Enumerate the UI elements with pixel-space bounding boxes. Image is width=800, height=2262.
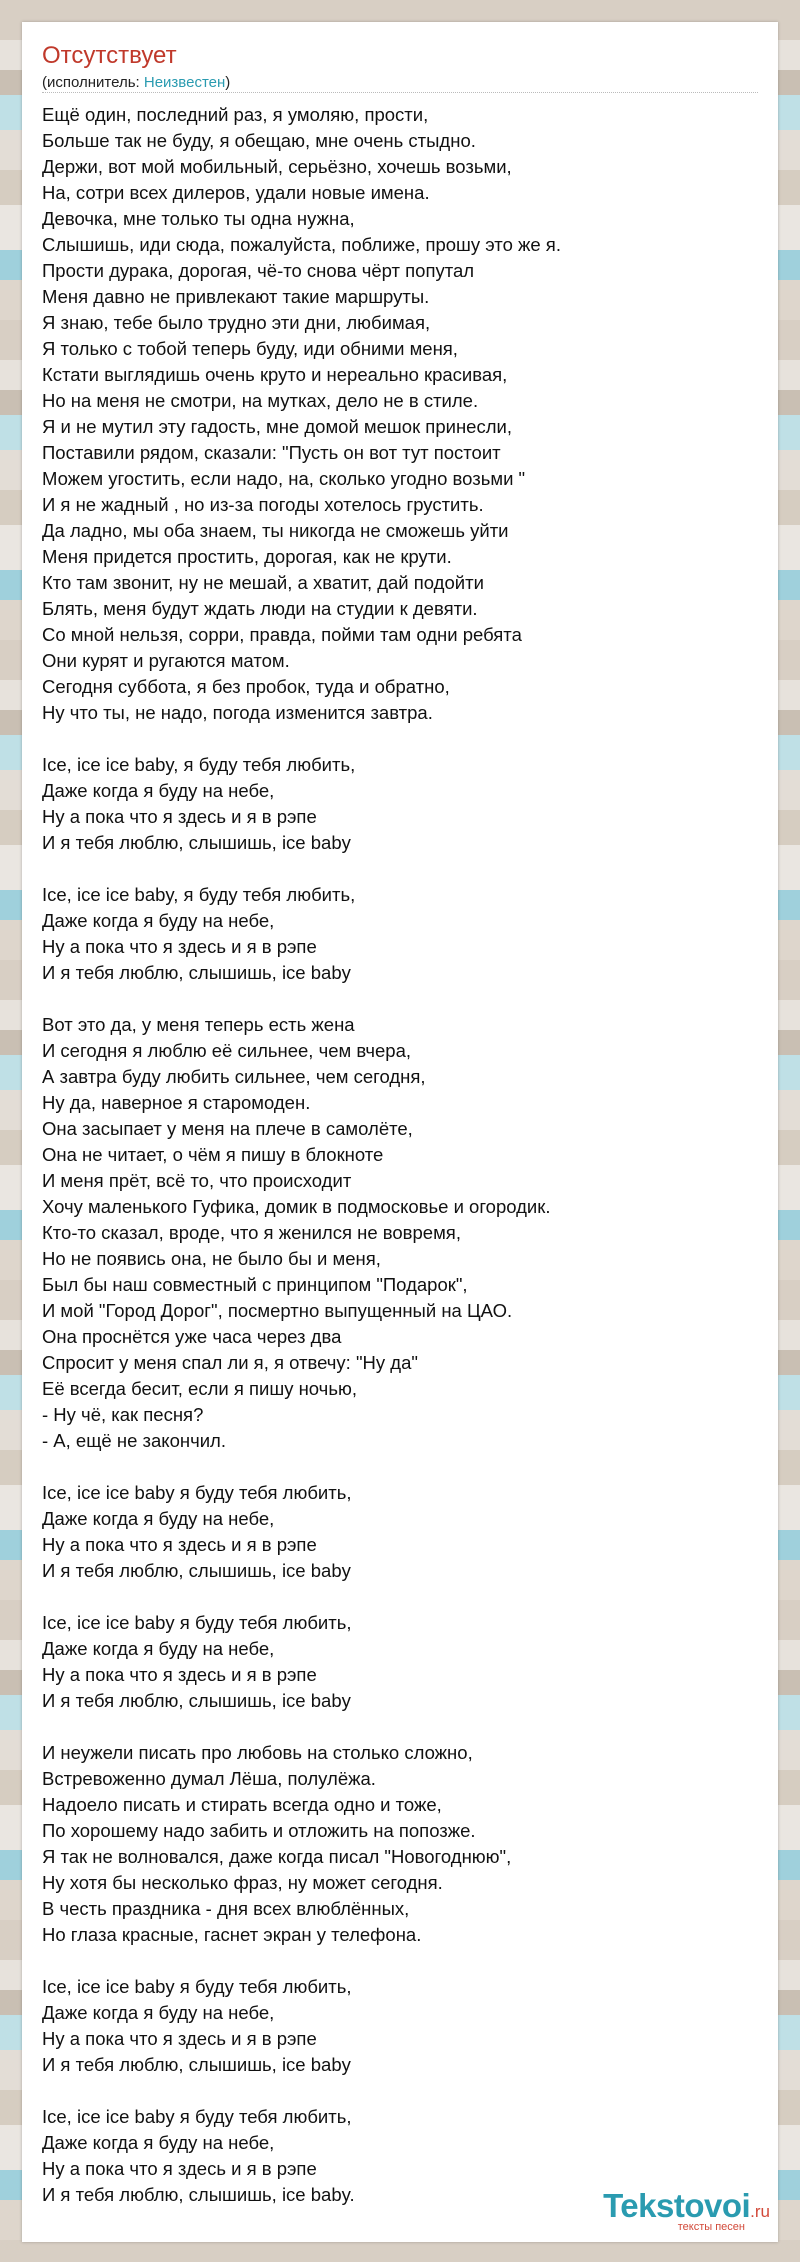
lyric-line: Да ладно, мы оба знаем, ты никогда не сможешь уйти (42, 520, 509, 541)
stanza (42, 1012, 758, 1454)
lyric-line: И неужели писать про любовь на столько сложно, (42, 1742, 473, 1763)
lyric-line: Можем угостить, если надо, на, сколько угодно возьми " (42, 468, 526, 489)
lyric-line: Блять, меня будут ждать люди на студии к девяти. (42, 598, 478, 619)
lyric-line: Ну что ты, не надо, погода изменится завтра. (42, 702, 433, 723)
lyric-line: Ну а пока что я здесь и я в рэпе (42, 1664, 317, 1685)
lyric-line: И я тебя люблю, слышишь, ice baby (42, 962, 351, 983)
lyric-line: Даже когда я буду на небе, (42, 2132, 275, 2153)
lyric-line: Она не читает, о чём я пишу в блокноте (42, 1144, 384, 1165)
lyric-line: Меня давно не привлекают такие маршруты. (42, 286, 430, 307)
lyric-line: И меня прёт, всё то, что происходит (42, 1170, 352, 1191)
lyric-line: И я тебя люблю, слышишь, ice baby (42, 832, 351, 853)
lyric-line: Ice, ice ice baby я буду тебя любить, (42, 1976, 352, 1997)
lyric-line: Она проснётся уже часа через два (42, 1326, 342, 1347)
lyric-line: Но на меня не смотри, на мутках, дело не в стиле. (42, 390, 479, 411)
lyrics-card (22, 22, 778, 2242)
lyric-line: И я тебя люблю, слышишь, ice baby (42, 1690, 351, 1711)
stanza (42, 1974, 758, 2078)
song-title: Отсутствует (42, 42, 177, 69)
stanza (42, 752, 758, 856)
lyric-line: Слышишь, иди сюда, пожалуйста, поближе, прошу это же я. (42, 234, 561, 255)
lyric-line: Прости дурака, дорогая, чё-то снова чёрт попутал (42, 260, 475, 281)
stanza (42, 1740, 758, 1948)
lyric-line: Ну а пока что я здесь и я в рэпе (42, 936, 317, 957)
lyric-line: По хорошему надо забить и отложить на попозже. (42, 1820, 476, 1841)
lyric-line: Но не появись она, не было бы и меня, (42, 1248, 381, 1269)
lyric-line: Они курят и ругаются матом. (42, 650, 290, 671)
logo-name: Tekstovoi (603, 2187, 751, 2224)
site-logo[interactable] (570, 2187, 770, 2233)
title-divider (42, 92, 758, 93)
lyric-line: Даже когда я буду на небе, (42, 910, 275, 931)
stanza (42, 882, 758, 986)
lyric-line: Спросит у меня спал ли я, я отвечу: "Ну да" (42, 1352, 418, 1373)
lyric-line: Девочка, мне только ты одна нужна, (42, 208, 355, 229)
lyric-line: Даже когда я буду на небе, (42, 1638, 275, 1659)
lyric-line: Хочу маленького Гуфика, домик в подмосковье и огородик. (42, 1196, 551, 1217)
stanza (42, 1610, 758, 1714)
lyric-line: А завтра буду любить сильнее, чем сегодня, (42, 1066, 426, 1087)
lyric-line: Я так не волновался, даже когда писал "Новогоднюю", (42, 1846, 512, 1867)
lyric-line: Меня придется простить, дорогая, как не крути. (42, 546, 452, 567)
lyric-line: Ну а пока что я здесь и я в рэпе (42, 1534, 317, 1555)
performer-suffix: ) (225, 74, 231, 91)
logo-tld: .ru (750, 2202, 770, 2221)
lyric-line: И мой "Город Дорог", посмертно выпущенный на ЦАО. (42, 1300, 513, 1321)
lyric-line: Её всегда бесит, если я пишу ночью, (42, 1378, 357, 1399)
lyric-line: Был бы наш совместный с принципом "Подарок", (42, 1274, 468, 1295)
lyric-line: Больше так не буду, я обещаю, мне очень стыдно. (42, 130, 476, 151)
lyric-line: Держи, вот мой мобильный, серьёзно, хочешь возьми, (42, 156, 512, 177)
stanza (42, 102, 758, 726)
lyric-line: Кто там звонит, ну не мешай, а хватит, дай подойти (42, 572, 484, 593)
lyric-line: Даже когда я буду на небе, (42, 2002, 275, 2023)
lyric-line: Ну а пока что я здесь и я в рэпе (42, 806, 317, 827)
lyric-line: Кстати выглядишь очень круто и нереально красивая, (42, 364, 508, 385)
lyric-line: Ice, ice ice baby, я буду тебя любить, (42, 754, 356, 775)
lyric-line: Ice, ice ice baby, я буду тебя любить, (42, 884, 356, 905)
lyrics-text (42, 102, 758, 2234)
lyric-line: И я тебя люблю, слышишь, ice baby (42, 1560, 351, 1581)
lyric-line: На, сотри всех дилеров, удали новые имена. (42, 182, 430, 203)
lyric-line: Она засыпает у меня на плече в самолёте, (42, 1118, 413, 1139)
lyric-line: Встревоженно думал Лёша, полулёжа. (42, 1768, 376, 1789)
lyric-line: Ну а пока что я здесь и я в рэпе (42, 2028, 317, 2049)
lyric-line: Ice, ice ice baby я буду тебя любить, (42, 1482, 352, 1503)
artist-link[interactable]: Неизвестен (143, 74, 226, 91)
lyric-line: И я не жадный , но из-за погоды хотелось грустить. (42, 494, 484, 515)
lyric-line: Сегодня суббота, я без пробок, туда и обратно, (42, 676, 450, 697)
lyric-line: Но глаза красные, гаснет экран у телефона. (42, 1924, 422, 1945)
lyric-line: Ну а пока что я здесь и я в рэпе (42, 2158, 317, 2179)
lyric-line: Даже когда я буду на небе, (42, 780, 275, 801)
lyric-line: Ну да, наверное я старомоден. (42, 1092, 311, 1113)
lyric-line: И сегодня я люблю её сильнее, чем вчера, (42, 1040, 412, 1061)
lyric-line: Ice, ice ice baby я буду тебя любить, (42, 2106, 352, 2127)
stanza (42, 1480, 758, 1584)
lyric-line: Надоело писать и стирать всегда одно и тоже, (42, 1794, 442, 1815)
lyric-line: - А, ещё не закончил. (42, 1430, 226, 1451)
lyric-line: Поставили рядом, сказали: "Пусть он вот тут постоит (42, 442, 501, 463)
lyric-line: В честь праздника - дня всех влюблённых, (42, 1898, 410, 1919)
logo-subtitle: тексты песен (677, 2221, 745, 2233)
lyric-line: Я только с тобой теперь буду, иди обними меня, (42, 338, 458, 359)
lyric-line: Я знаю, тебе было трудно эти дни, любимая, (42, 312, 431, 333)
lyric-line: - Ну чё, как песня? (42, 1404, 204, 1425)
lyric-line: Ещё один, последний раз, я умоляю, прости, (42, 104, 429, 125)
performer-prefix: (исполнитель: (42, 74, 144, 91)
lyric-line: Кто-то сказал, вроде, что я женился не вовремя, (42, 1222, 461, 1243)
lyric-line: Я и не мутил эту гадость, мне домой мешок принесли, (42, 416, 512, 437)
lyric-line: И я тебя люблю, слышишь, ice baby (42, 2054, 351, 2075)
lyric-line: Со мной нельзя, сорри, правда, пойми там одни ребята (42, 624, 522, 645)
lyric-line: Даже когда я буду на небе, (42, 1508, 275, 1529)
lyric-line: Ice, ice ice baby я буду тебя любить, (42, 1612, 352, 1633)
lyric-line: Вот это да, у меня теперь есть жена (42, 1014, 355, 1035)
performer-line (42, 74, 230, 91)
lyric-line: Ну хотя бы несколько фраз, ну может сегодня. (42, 1872, 443, 1893)
lyric-line: И я тебя люблю, слышишь, ice baby. (42, 2184, 355, 2205)
